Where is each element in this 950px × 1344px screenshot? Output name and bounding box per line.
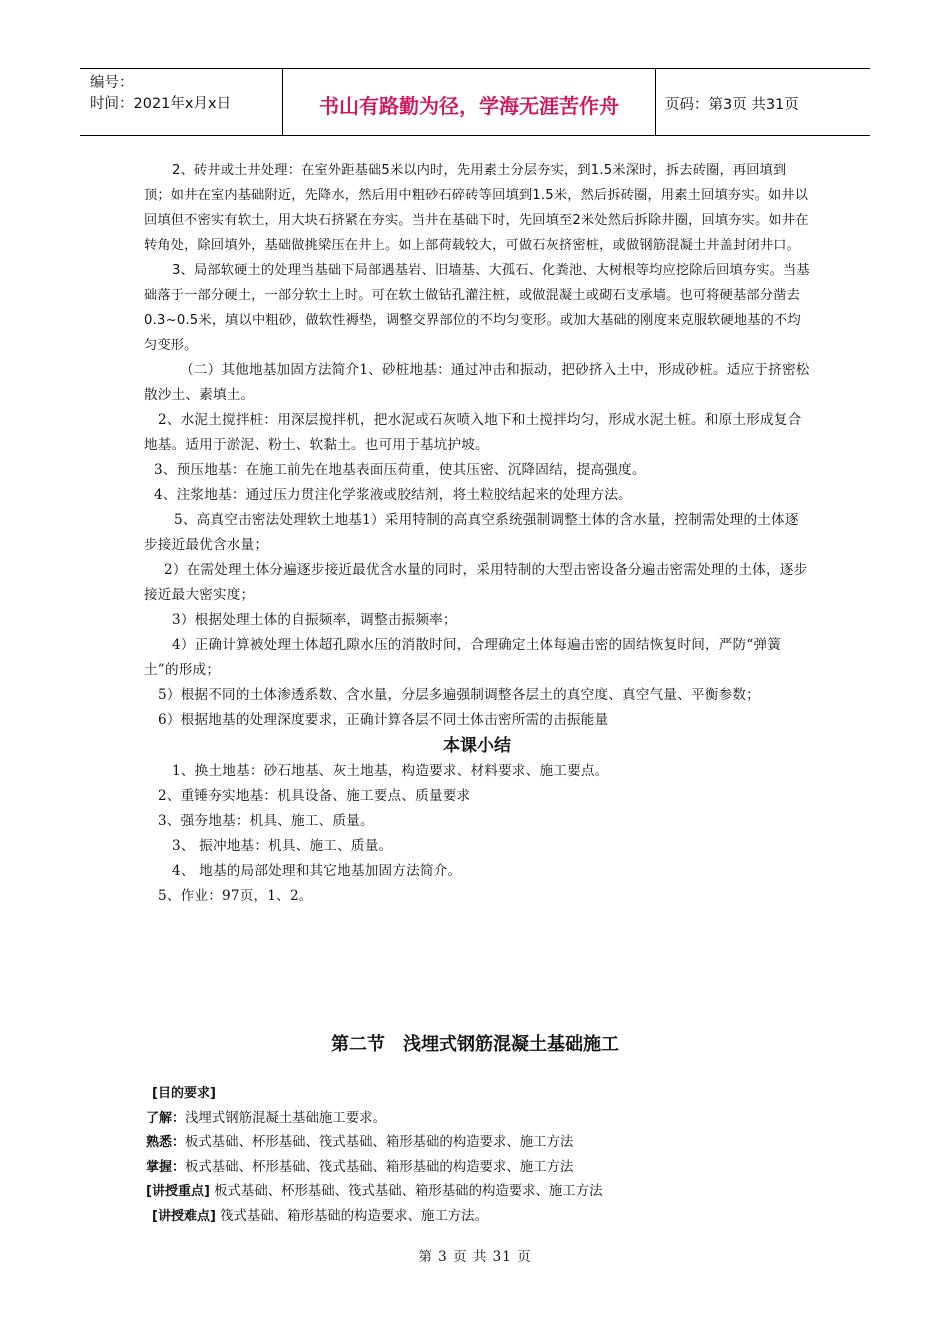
- header-meta: [80, 69, 282, 135]
- summary-item: 3、强夯地基：机具、施工、质量。: [158, 813, 374, 829]
- paragraph-preload: 3、预压地基：在施工前先在地基表面压荷重，使其压密、沉降固结，提高强度。: [154, 462, 646, 478]
- header-page-number: 页码：第3页 共31页: [665, 96, 799, 113]
- difficult-points-text: 筏式基础、箱形基础的构造要求、施工方法。: [215, 1208, 488, 1224]
- page-header: [80, 68, 870, 136]
- summary-item: 1、换土地基：砂石地基、灰土地基，构造要求、材料要求、施工要点。: [172, 763, 609, 779]
- paragraph-grouting: 4、注浆地基：通过压力贯注化学浆液或胶结剂，将土粒胶结起来的处理方法。: [154, 487, 632, 503]
- understand-text: 浅埋式钢筋混凝土基础施工要求。: [185, 1110, 386, 1126]
- section-title: 第二节 浅埋式钢筋混凝土基础施工: [331, 1034, 619, 1055]
- key-points-text: 板式基础、杯形基础、筏式基础、箱形基础的构造要求、施工方法: [209, 1184, 603, 1199]
- summary-item: 5、作业：97页，1、2。: [158, 888, 313, 904]
- familiar-label: 熟悉：: [146, 1135, 186, 1150]
- paragraph-step-5: 5）根据不同的土体渗透系数、含水量，分层多遍强制调整各层土的真空度、真空气量、平衡参数；: [158, 687, 760, 703]
- paragraph-step-2: 2）在需处理土体分遍逐步接近最优含水量的同时，采用特制的大型击密设备分遍击密需处理的土体，逐步接近最大密实度；: [144, 562, 808, 603]
- document-date: 时间：2021年x月x日: [90, 96, 232, 112]
- paragraph-step-4: 4）正确计算被处理土体超孔隙水压的消散时间，合理确定土体每遍击密的固结恢复时间，严防“弹簧土”的形成；: [144, 637, 782, 678]
- objective-key-points: [146, 1180, 812, 1205]
- paragraph-other-methods: （二）其他地基加固方法简介1、砂桩地基：通过冲击和振动，把砂挤入土中，形成砂桩。适应于挤密松散沙土、素填土。: [144, 362, 810, 403]
- objectives-heading-label: [目的要求]: [152, 1086, 216, 1101]
- master-label: 掌握：: [146, 1159, 186, 1175]
- paragraph-step-3: 3）根据处理土体的自振频率，调整击振频率；: [172, 612, 457, 628]
- key-points-label: [讲授重点]: [146, 1184, 210, 1199]
- difficult-points-label: [讲授难点]: [152, 1208, 216, 1224]
- summary-item: 3、 振冲地基：机具、施工、质量。: [172, 838, 393, 854]
- page-footer: 第 3 页 共 31 页: [418, 1249, 532, 1265]
- objective-familiar: [146, 1131, 812, 1156]
- paragraph-step-6: 6）根据地基的处理深度要求，正确计算各层不同土体击密所需的击振能量: [158, 712, 609, 728]
- main-content: [144, 158, 810, 909]
- paragraph-well-treatment: 2、砖井或土井处理：在室外距基础5米以内时，先用素土分层夯实，到1.5米深时，拆去砖圈，再回填到顶；如井在室内基础附近，先降水，然后用中粗砂石碎砖等回填到1.5米，然后拆砖圈，用素土回填夯实。如井以回填但不密实有软土，用大块石挤紧在夯实。当井在基础下时，先回填至2米处然后拆除井圈，回填夯实。如井在转角处，除回填外，基础做挑梁压在井上。如上部荷载较大，可做石灰挤密桩，或做钢筋混凝土井盖封闭井口。: [144, 163, 809, 253]
- paragraph-cement-pile: 2、水泥土搅拌桩：用深层搅拌机，把水泥或石灰喷入地下和土搅拌均匀，形成水泥土桩。和原土形成复合地基。适用于淤泥、粉土、软黏土。也可用于基坑护坡。: [144, 412, 802, 453]
- objective-difficult-points: [152, 1205, 812, 1230]
- understand-label: 了解：: [146, 1110, 186, 1126]
- objective-understand: [146, 1107, 812, 1132]
- summary-item: 4、 地基的局部处理和其它地基加固方法简介。: [172, 863, 462, 879]
- document-number: 编号：: [90, 75, 134, 91]
- paragraph-soft-hard-soil: 3、局部软硬土的处理当基础下局部遇基岩、旧墙基、大孤石、化粪池、大树根等均应挖除后回填夯实。当基础落于一部分硬土，一部分软土上时。可在软土做钻孔灌注桩，或做混凝土或砌石支承墙。也可将硬基部分凿去0.3~0.5米，填以中粗砂，做软性褥垫，调整交界部位的不均匀变形。或加大基础的刚度来克服软硬地基的不均匀变形。: [144, 263, 810, 353]
- paragraph-vacuum-compaction: 5、高真空击密法处理软土地基1）采用特制的高真空系统强制调整土体的含水量，控制需处理的土体逐步接近最优含水量；: [144, 512, 799, 553]
- summary-item: 2、重锤夯实地基：机具设备、施工要点、质量要求: [158, 788, 471, 804]
- header-motto: 书山有路勤为径，学海无涯苦作舟: [282, 69, 656, 135]
- master-text: 板式基础、杯形基础、筏式基础、箱形基础的构造要求、施工方法: [185, 1159, 574, 1175]
- objectives-block: [146, 1082, 812, 1229]
- objectives-heading: [152, 1082, 812, 1107]
- familiar-text: 板式基础、杯形基础、筏式基础、箱形基础的构造要求、施工方法: [185, 1135, 574, 1150]
- summary-title: 本课小结: [443, 736, 511, 756]
- objective-master: [146, 1156, 812, 1181]
